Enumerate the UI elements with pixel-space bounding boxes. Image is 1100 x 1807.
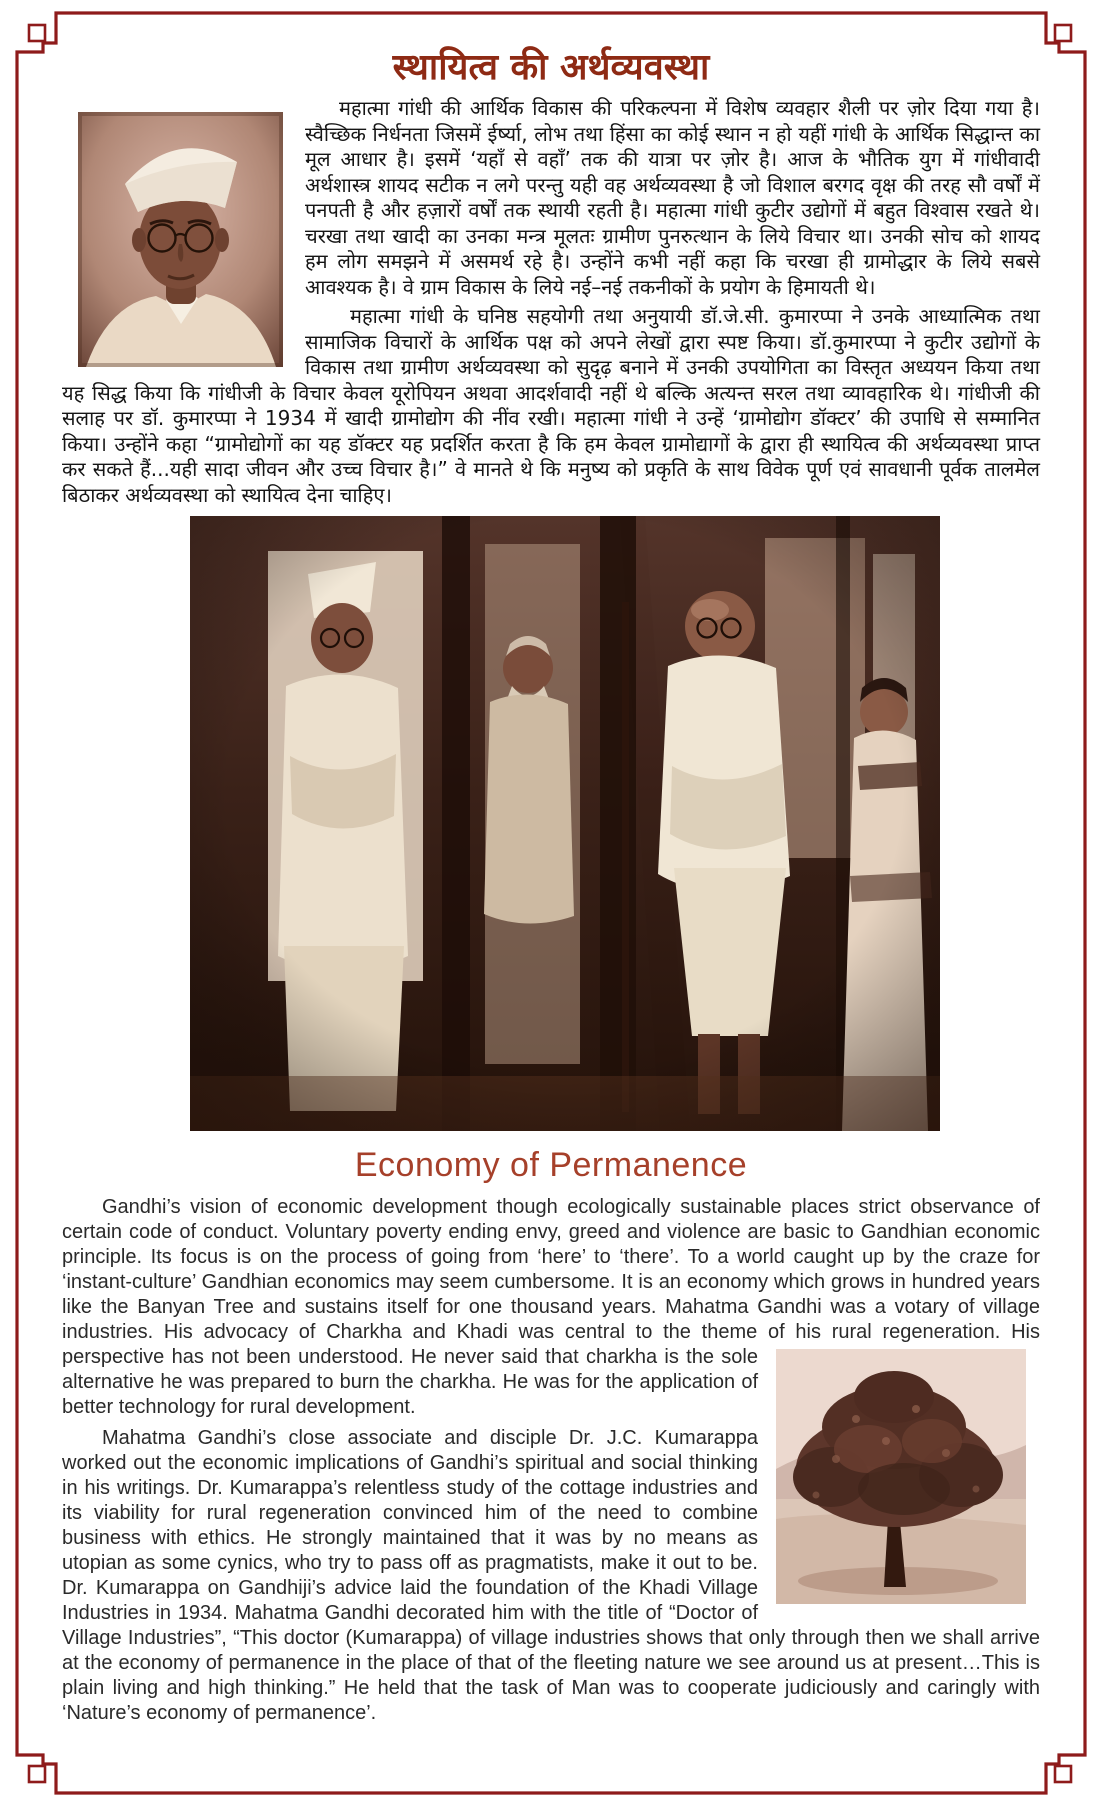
english-section <box>62 1195 1040 1726</box>
hindi-paragraph-1-text: महात्मा गांधी की आर्थिक विकास की परिकल्पना में विशेष व्यवहार शैली पर ज़ोर दिया गया है। स्वैच्छिक निर्धनता जिसमें ईर्ष्या, लोभ तथा हिंसा का कोई स्थान न हो यहीं गांधी के आर्थिक सिद्धान्त का मूल आधार है। इसमें ‘यहाँ से वहाँ’ तक की यात्रा पर ज़ोर है। आज के भौतिक युग में गांधीवादी अर्थशास्त्र शायद सटीक न लगे परन्तु यही वह अर्थव्यवस्था है जो विशाल बरगद वृक्ष की तरह सौ वर्षों में पनपती है और हज़ारों वर्षों तक स्थायी रहती है। महात्मा गांधी कुटीर उद्योगों में बहुत विश्वास रखते थे। चरखा तथा खादी का उनका मन्त्र मूलतः ग्रामीण पुनरुत्थान के लिये विचार था। उनकी सोच को शायद हम लोग समझने में असमर्थ रहे है। उन्होंने कभी नहीं कहा कि चरखा ही ग्रामोद्धार के लिये सबसे आवश्यक है। वे ग्राम विकास के लिये नई–नई तकनीकों के प्रयोग के हिमायती थे। <box>305 96 1040 299</box>
hindi-page-title: स्थायित्व की अर्थव्यवस्था <box>392 47 710 88</box>
page-content <box>62 0 1040 1726</box>
hindi-paragraph-1 <box>62 96 1040 300</box>
gandhi-group-photo <box>190 516 940 1131</box>
english-paragraph-1-text-after: regeneration. His perspective has not been understood. He never said that charkha is the sole alternative he was prepared to burn the charkha. He was for the application of better technology for rural development. <box>62 1321 1040 1418</box>
tree-photo-graphic <box>776 1349 1026 1604</box>
english-paragraph-1-text-before: Gandhi’s vision of economic development though ecologically sustainable places strict observance of certain code of conduct. Voluntary poverty ending envy, greed and violence are basic to Gandhian economic principle. Its focus is on the process of going from ‘here’ to ‘there’. To a world caught up by the craze for ‘instant-culture’ Gandhian economics may seem cumbersome. It is an economy which grows in hundred years like the Banyan Tree and sustains itself for one thousand years. Mahatma Gandhi was a votary of village industries. His advocacy of Charkha and Khadi was central to the theme of his rural <box>62 1196 1040 1343</box>
group-photo-graphic <box>190 516 940 1131</box>
kumarappa-portrait-photo <box>78 112 283 367</box>
english-paragraph-2-text: Mahatma Gandhi’s close associate and disciple Dr. J.C. Kumarappa worked out the economic implications of Gandhi’s spiritual and social thinking in his writings. Dr. Kumarappa’s relentless study of the cottage industries and its viability for rural regeneration convinced him of the need to combine business with ethics. He strongly maintained that it was by no means as utopian as some cynics, who try to pass off as pragmatists, make it out to be. Dr. Kumarappa on Gandhiji’s advice laid the foundation of the Khadi Village Industries in 1934. Mahatma Gandhi decorated him with the title of “Doctor of Village Industries”, “This doctor (Kumarappa) of village industries shows that only through then we shall arrive at the economy of permanence in the place of that of the fleeting nature we see around us at present…This is plain living and high thinking.” He held that the task of Man was to cooperate judiciously and caringly with ‘Nature’s economy of permanence’. <box>62 1427 1040 1724</box>
corner-square-top-right <box>1055 25 1071 41</box>
corner-square-top-left <box>29 25 45 41</box>
corner-square-bottom-left <box>29 1766 45 1782</box>
hindi-paragraph-2-text: महात्मा गांधी के घनिष्ठ सहयोगी तथा अनुयायी डॉ.जे.सी. कुमारप्पा ने उनके आध्यात्मिक तथा सामाजिक विचारों के आर्थिक पक्ष को अपने लेखों द्वारा स्पष्ट किया। डॉ.कुमारप्पा ने कुटीर उद्योगों के विकास तथा ग्रामीण अर्थव्यवस्था को सुदृढ़ बनाने में उनकी उपयोगिता का विस्तृत अध्ययन किया तथा यह सिद्ध किया कि गांधीजी के विचार केवल यूरोपियन अथवा आदर्शवादी नहीं थे बल्कि अत्यन्त सरल तथा व्यावहारिक थे। गांधीजी की सलाह पर डॉ. कुमारप्पा ने 1934 में खादी ग्रामोद्योग की नींव रखी। महात्मा गांधी ने उन्हें ‘ग्रामोद्योग डॉक्टर’ की उपाधि से सम्मानित किया। उन्होंने कहा “ग्रामोद्योगों का यह डॉक्टर यह प्रदर्शित करता है कि हम केवल ग्रामोद्यागों के द्वारा ही स्थायित्व की अर्थव्यवस्था प्राप्त कर सकते हैं...यही सादा जीवन और उच्च विचार है।” वे मानते थे कि मनुष्य को प्रकृति के साथ विवेक पूर्ण एवं सावधानी पूर्वक तालमेल बिठाकर अर्थव्यवस्था को स्थायित्व देना चाहिए। <box>62 304 1040 507</box>
english-paragraph-1 <box>62 1195 1040 1420</box>
banyan-tree-photo <box>776 1349 1026 1604</box>
corner-square-bottom-right <box>1055 1766 1071 1782</box>
english-page-title: Economy of Permanence <box>354 1146 748 1184</box>
portrait-photo-graphic <box>78 112 283 367</box>
hindi-section <box>62 96 1040 508</box>
